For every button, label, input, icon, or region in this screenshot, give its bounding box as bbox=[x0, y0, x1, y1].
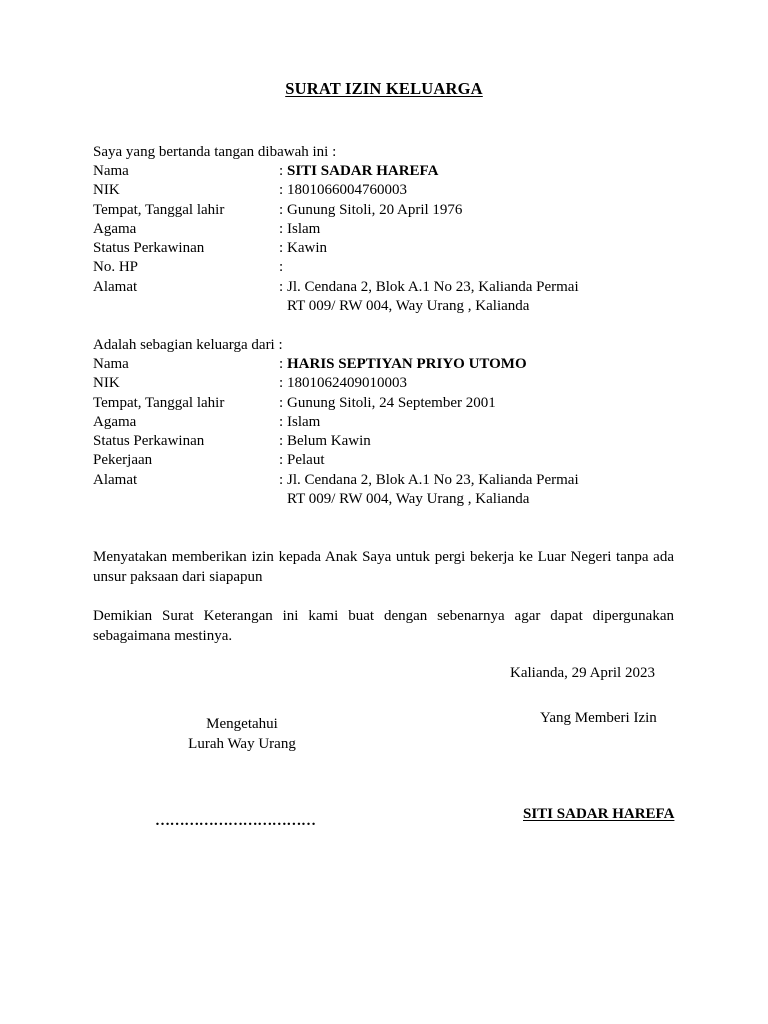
field-value: 1801062409010003 bbox=[287, 375, 407, 392]
field-row-alamat bbox=[93, 471, 693, 490]
field-label: Agama bbox=[93, 413, 137, 430]
field-label: Pekerjaan bbox=[93, 452, 153, 469]
field-colon: : bbox=[279, 413, 284, 430]
acknowledged-signature-line: …………………………… bbox=[155, 813, 316, 829]
field-row-pekerjaan bbox=[93, 451, 693, 470]
field-value: Islam bbox=[287, 220, 321, 237]
field-value: Islam bbox=[287, 413, 321, 430]
field-row-nama bbox=[93, 355, 693, 374]
field-row-ttl bbox=[93, 394, 693, 413]
field-colon: : bbox=[279, 259, 284, 276]
field-row-hp bbox=[93, 258, 693, 277]
giver-label: Yang Memberi Izin bbox=[540, 710, 657, 726]
statement-paragraph: Menyatakan memberikan izin kepada Anak Saya untuk pergi bekerja ke Luar Negeri tanpa ada unsur paksaan dari siapapun bbox=[93, 549, 674, 585]
field-row-agama bbox=[93, 220, 693, 239]
field-label: No. HP bbox=[93, 259, 139, 276]
field-value: Jl. Cendana 2, Blok A.1 No 23, Kalianda Permai bbox=[287, 471, 579, 488]
place-date: Kalianda, 29 April 2023 bbox=[510, 665, 655, 681]
closing-paragraph: Demikian Surat Keterangan ini kami buat dengan sebenarnya agar dapat dipergunakan sebagaimana mestinya. bbox=[93, 608, 674, 644]
field-colon: : bbox=[279, 278, 284, 295]
field-label: Agama bbox=[93, 220, 137, 237]
field-colon: : bbox=[279, 220, 284, 237]
field-label: Tempat, Tanggal lahir bbox=[93, 201, 225, 218]
field-label: Nama bbox=[93, 356, 129, 372]
field-label: Alamat bbox=[93, 278, 138, 295]
field-colon: : bbox=[279, 433, 284, 450]
field-colon: : bbox=[279, 240, 284, 257]
field-row-ttl bbox=[93, 201, 693, 220]
acknowledged-line2: Lurah Way Urang bbox=[188, 736, 296, 752]
field-colon: : bbox=[279, 471, 284, 488]
field-value: Belum Kawin bbox=[287, 433, 371, 450]
section2-fields bbox=[93, 355, 693, 509]
field-row-agama bbox=[93, 413, 693, 432]
field-row-nama bbox=[93, 162, 693, 181]
field-label: Nama bbox=[93, 163, 129, 179]
field-value: Gunung Sitoli, 24 September 2001 bbox=[287, 394, 496, 411]
field-colon: : bbox=[279, 163, 284, 179]
acknowledged-line1: Mengetahui bbox=[206, 716, 278, 732]
field-colon: : bbox=[279, 182, 284, 199]
field-label: Status Perkawinan bbox=[93, 433, 205, 450]
field-label: NIK bbox=[93, 182, 120, 199]
field-value: HARIS SEPTIYAN PRIYO UTOMO bbox=[287, 356, 527, 372]
field-value: RT 009/ RW 004, Way Urang , Kalianda bbox=[287, 298, 530, 315]
field-value: Jl. Cendana 2, Blok A.1 No 23, Kalianda Permai bbox=[287, 278, 579, 295]
field-label: Alamat bbox=[93, 471, 138, 488]
field-value: RT 009/ RW 004, Way Urang , Kalianda bbox=[287, 491, 530, 508]
field-value: Kawin bbox=[287, 240, 327, 257]
field-label: Status Perkawinan bbox=[93, 240, 205, 257]
field-value: Gunung Sitoli, 20 April 1976 bbox=[287, 201, 463, 218]
field-label: NIK bbox=[93, 375, 120, 392]
section2-intro: Adalah sebagian keluarga dari : bbox=[93, 337, 283, 353]
field-colon: : bbox=[279, 452, 284, 469]
acknowledged-block bbox=[150, 714, 334, 754]
field-colon: : bbox=[279, 201, 284, 218]
field-value: 1801066004760003 bbox=[287, 182, 407, 199]
field-colon: : bbox=[279, 394, 284, 411]
field-label: Tempat, Tanggal lahir bbox=[93, 394, 225, 411]
field-row-status bbox=[93, 432, 693, 451]
section1-intro: Saya yang bertanda tangan dibawah ini : bbox=[93, 144, 337, 160]
field-row-nik bbox=[93, 181, 693, 200]
field-colon: : bbox=[279, 356, 284, 372]
field-colon: : bbox=[279, 375, 284, 392]
field-value: SITI SADAR HAREFA bbox=[287, 163, 439, 179]
giver-name: SITI SADAR HAREFA bbox=[523, 806, 675, 822]
field-value: Pelaut bbox=[287, 452, 325, 469]
field-row-alamat-cont bbox=[93, 297, 693, 316]
field-row-nik bbox=[93, 374, 693, 393]
field-row-status bbox=[93, 239, 693, 258]
field-row-alamat-cont bbox=[93, 490, 693, 509]
section1-fields bbox=[93, 162, 693, 316]
field-row-alamat bbox=[93, 278, 693, 297]
document-title: SURAT IZIN KELUARGA bbox=[285, 79, 483, 98]
